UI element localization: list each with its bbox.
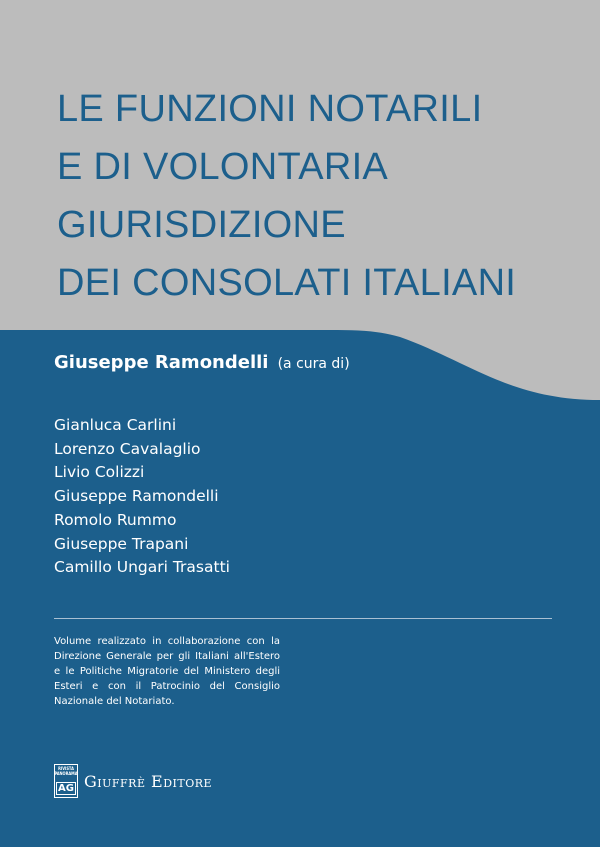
publisher-logo-icon: RIVISTA PANORAMA AG	[54, 764, 78, 798]
divider-rule	[54, 618, 552, 619]
author-name: Giuseppe Ramondelli	[54, 487, 219, 506]
editor-credit	[54, 352, 350, 373]
author-name: Lorenzo Cavalaglio	[54, 439, 201, 458]
editor-name: Giuseppe Ramondelli	[54, 352, 269, 373]
book-title	[57, 80, 516, 312]
author-name: Gianluca Carlini	[54, 416, 177, 434]
title-line: LE FUNZIONI NOTARILI	[57, 88, 483, 130]
author-name: Livio Colizzi	[54, 463, 145, 482]
author-name: Romolo Rummo	[54, 510, 177, 529]
title-line: E DI VOLONTARIA	[57, 146, 389, 188]
author-name: Giuseppe Trapani	[54, 534, 189, 553]
title-line: DEI CONSOLATI ITALIANI	[57, 262, 517, 304]
author-name: Camillo Ungari Trasatti	[54, 558, 230, 577]
publisher-name: Giuffrè Editore	[84, 771, 213, 791]
title-line: GIURISDIZIONE	[57, 204, 346, 246]
publisher-mark	[54, 764, 212, 798]
author-list	[54, 414, 230, 580]
editor-role: (a cura di)	[277, 356, 350, 372]
collaboration-note: Volume realizzato in collaborazione con la Direzione Generale per gli Italiani all'Estero e le Politiche Migratorie del Ministero degli Esteri e con il Patrocinio del Consiglio Nazionale del Notariato.	[54, 636, 280, 707]
